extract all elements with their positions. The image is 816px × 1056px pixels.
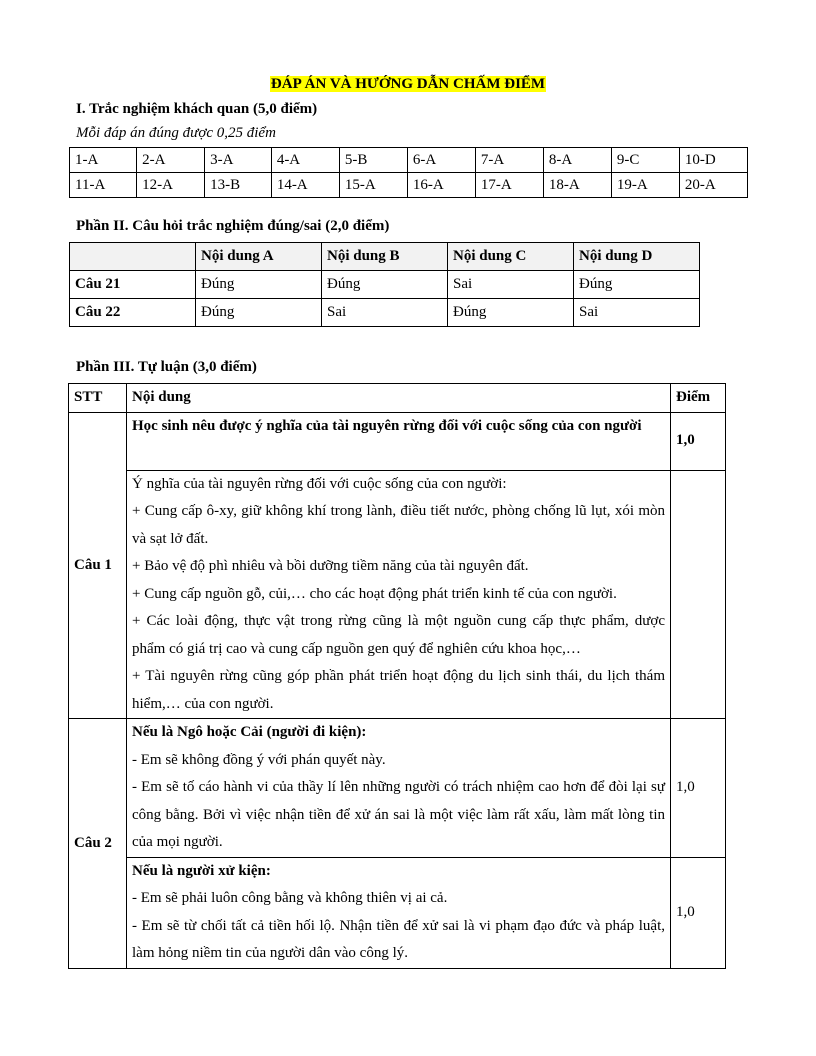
- q1-header-text: Học sinh nêu được ý nghĩa của tài nguyên rừng đối với cuộc sống của con người: [127, 412, 671, 470]
- q1-label: Câu 1: [69, 412, 127, 719]
- answer-cell: 18-A: [543, 173, 611, 198]
- q2b-line-2: - Em sẽ từ chối tất cả tiền hối lộ. Nhận tiền để xử sai là vi phạm đạo đức và pháp luật, làm hỏng niềm tin của người dân vào công lý.: [132, 917, 665, 961]
- column-header: [70, 243, 196, 271]
- q2a-line-1: - Em sẽ không đồng ý với phán quyết này.: [132, 751, 386, 768]
- column-header: Nội dung B: [322, 243, 448, 271]
- answer-cell: 12-A: [137, 173, 205, 198]
- table-row: [70, 173, 748, 198]
- answer-cell: 8-A: [543, 148, 611, 173]
- q1-point-3: + Cung cấp nguồn gỗ, củi,… cho các hoạt động phát triển kinh tế của con người.: [132, 585, 617, 602]
- answer-cell: 11-A: [70, 173, 137, 198]
- answer-cell: 3-A: [205, 148, 272, 173]
- answer-cell: 2-A: [137, 148, 205, 173]
- page-title: ĐÁP ÁN VÀ HƯỚNG DẪN CHẤM ĐIỂM: [270, 76, 546, 92]
- column-header: Nội dung A: [196, 243, 322, 271]
- answer-cell: Đúng: [574, 271, 700, 299]
- answer-cell: Đúng: [196, 271, 322, 299]
- q1-header-row: [69, 412, 726, 470]
- answer-cell: 9-C: [611, 148, 679, 173]
- q2b-line-1: - Em sẽ phải luôn công bằng và không thiên vị ai cả.: [132, 890, 448, 906]
- part1-answer-table: [69, 147, 748, 198]
- q2b-content: [127, 857, 671, 968]
- q2-label: Câu 2: [69, 719, 127, 969]
- column-header: Nội dung D: [574, 243, 700, 271]
- answer-cell: 7-A: [475, 148, 543, 173]
- answer-cell: 4-A: [271, 148, 339, 173]
- q2a-content: [127, 719, 671, 858]
- answer-cell: 13-B: [205, 173, 272, 198]
- answer-cell: 5-B: [339, 148, 407, 173]
- q2a-line-2: - Em sẽ tố cáo hành vi của thầy lí lên những người có trách nhiệm cao hơn để đòi lại sự công bằng. Bởi vì việc nhận tiền để xử án sai là một việc làm rất xấu, làm mất lòng tin của mọi người.: [132, 779, 665, 850]
- answer-cell: 15-A: [339, 173, 407, 198]
- q1-point-2: + Bảo vệ độ phì nhiêu và bồi dưỡng tiềm năng của tài nguyên đất.: [132, 558, 529, 574]
- table-row: [70, 148, 748, 173]
- answer-cell: 10-D: [679, 148, 747, 173]
- q2b-heading: Nếu là người xử kiện:: [132, 862, 271, 879]
- q2a-score: 1,0: [671, 719, 726, 858]
- q2a-row: [69, 719, 726, 858]
- answer-cell: Đúng: [196, 299, 322, 327]
- answer-cell: Đúng: [322, 271, 448, 299]
- header-score: Điểm: [671, 384, 726, 413]
- answer-cell: Sai: [448, 271, 574, 299]
- q2b-row: [69, 857, 726, 968]
- table-row: [70, 299, 700, 327]
- part1-heading: I. Trắc nghiệm khách quan (5,0 điểm): [76, 101, 318, 117]
- answer-cell: 1-A: [70, 148, 137, 173]
- part2-heading: Phần II. Câu hỏi trắc nghiệm đúng/sai (2,0 điểm): [76, 218, 390, 234]
- question-label: Câu 21: [70, 271, 196, 299]
- answer-cell: Sai: [322, 299, 448, 327]
- q1-intro: Ý nghĩa của tài nguyên rừng đối với cuộc sống của con người:: [132, 475, 507, 492]
- column-header: Nội dung C: [448, 243, 574, 271]
- answer-cell: 20-A: [679, 173, 747, 198]
- answer-cell: 6-A: [407, 148, 475, 173]
- part3-essay-table: [68, 383, 726, 969]
- q2a-heading: Nếu là Ngô hoặc Cải (người đi kiện):: [132, 724, 367, 740]
- q1-header-score: 1,0: [671, 412, 726, 470]
- table-header-row: [69, 384, 726, 413]
- part2-truefalse-table: [69, 242, 700, 327]
- answer-cell: Sai: [574, 299, 700, 327]
- header-content: Nội dung: [127, 384, 671, 413]
- q1-content: [127, 470, 671, 719]
- question-label: Câu 22: [70, 299, 196, 327]
- q1-empty-score: [671, 470, 726, 719]
- answer-cell: 17-A: [475, 173, 543, 198]
- answer-cell: 19-A: [611, 173, 679, 198]
- part1-note: Mỗi đáp án đúng được 0,25 điểm: [76, 125, 276, 141]
- answer-cell: 16-A: [407, 173, 475, 198]
- q1-point-5: + Tài nguyên rừng cũng góp phần phát triển hoạt động du lịch sinh thái, du lịch thám hiểm,… của con người.: [132, 668, 665, 712]
- q1-point-1: + Cung cấp ô-xy, giữ không khí trong lành, điều tiết nước, phòng chống lũ lụt, xói mòn và sạt lở đất.: [132, 503, 665, 547]
- answer-cell: 14-A: [271, 173, 339, 198]
- table-header-row: [70, 243, 700, 271]
- part3-heading: Phần III. Tự luận (3,0 điểm): [76, 359, 257, 375]
- table-row: [70, 271, 700, 299]
- header-stt: STT: [69, 384, 127, 413]
- answer-cell: Đúng: [448, 299, 574, 327]
- q1-content-row: [69, 470, 726, 719]
- q1-point-4: + Các loài động, thực vật trong rừng cũng là một nguồn cung cấp thực phẩm, dược phẩm có giá trị cao và cung cấp nguồn gen quý để nghiên cứu khoa học,…: [132, 613, 665, 657]
- q2b-score: 1,0: [671, 857, 726, 968]
